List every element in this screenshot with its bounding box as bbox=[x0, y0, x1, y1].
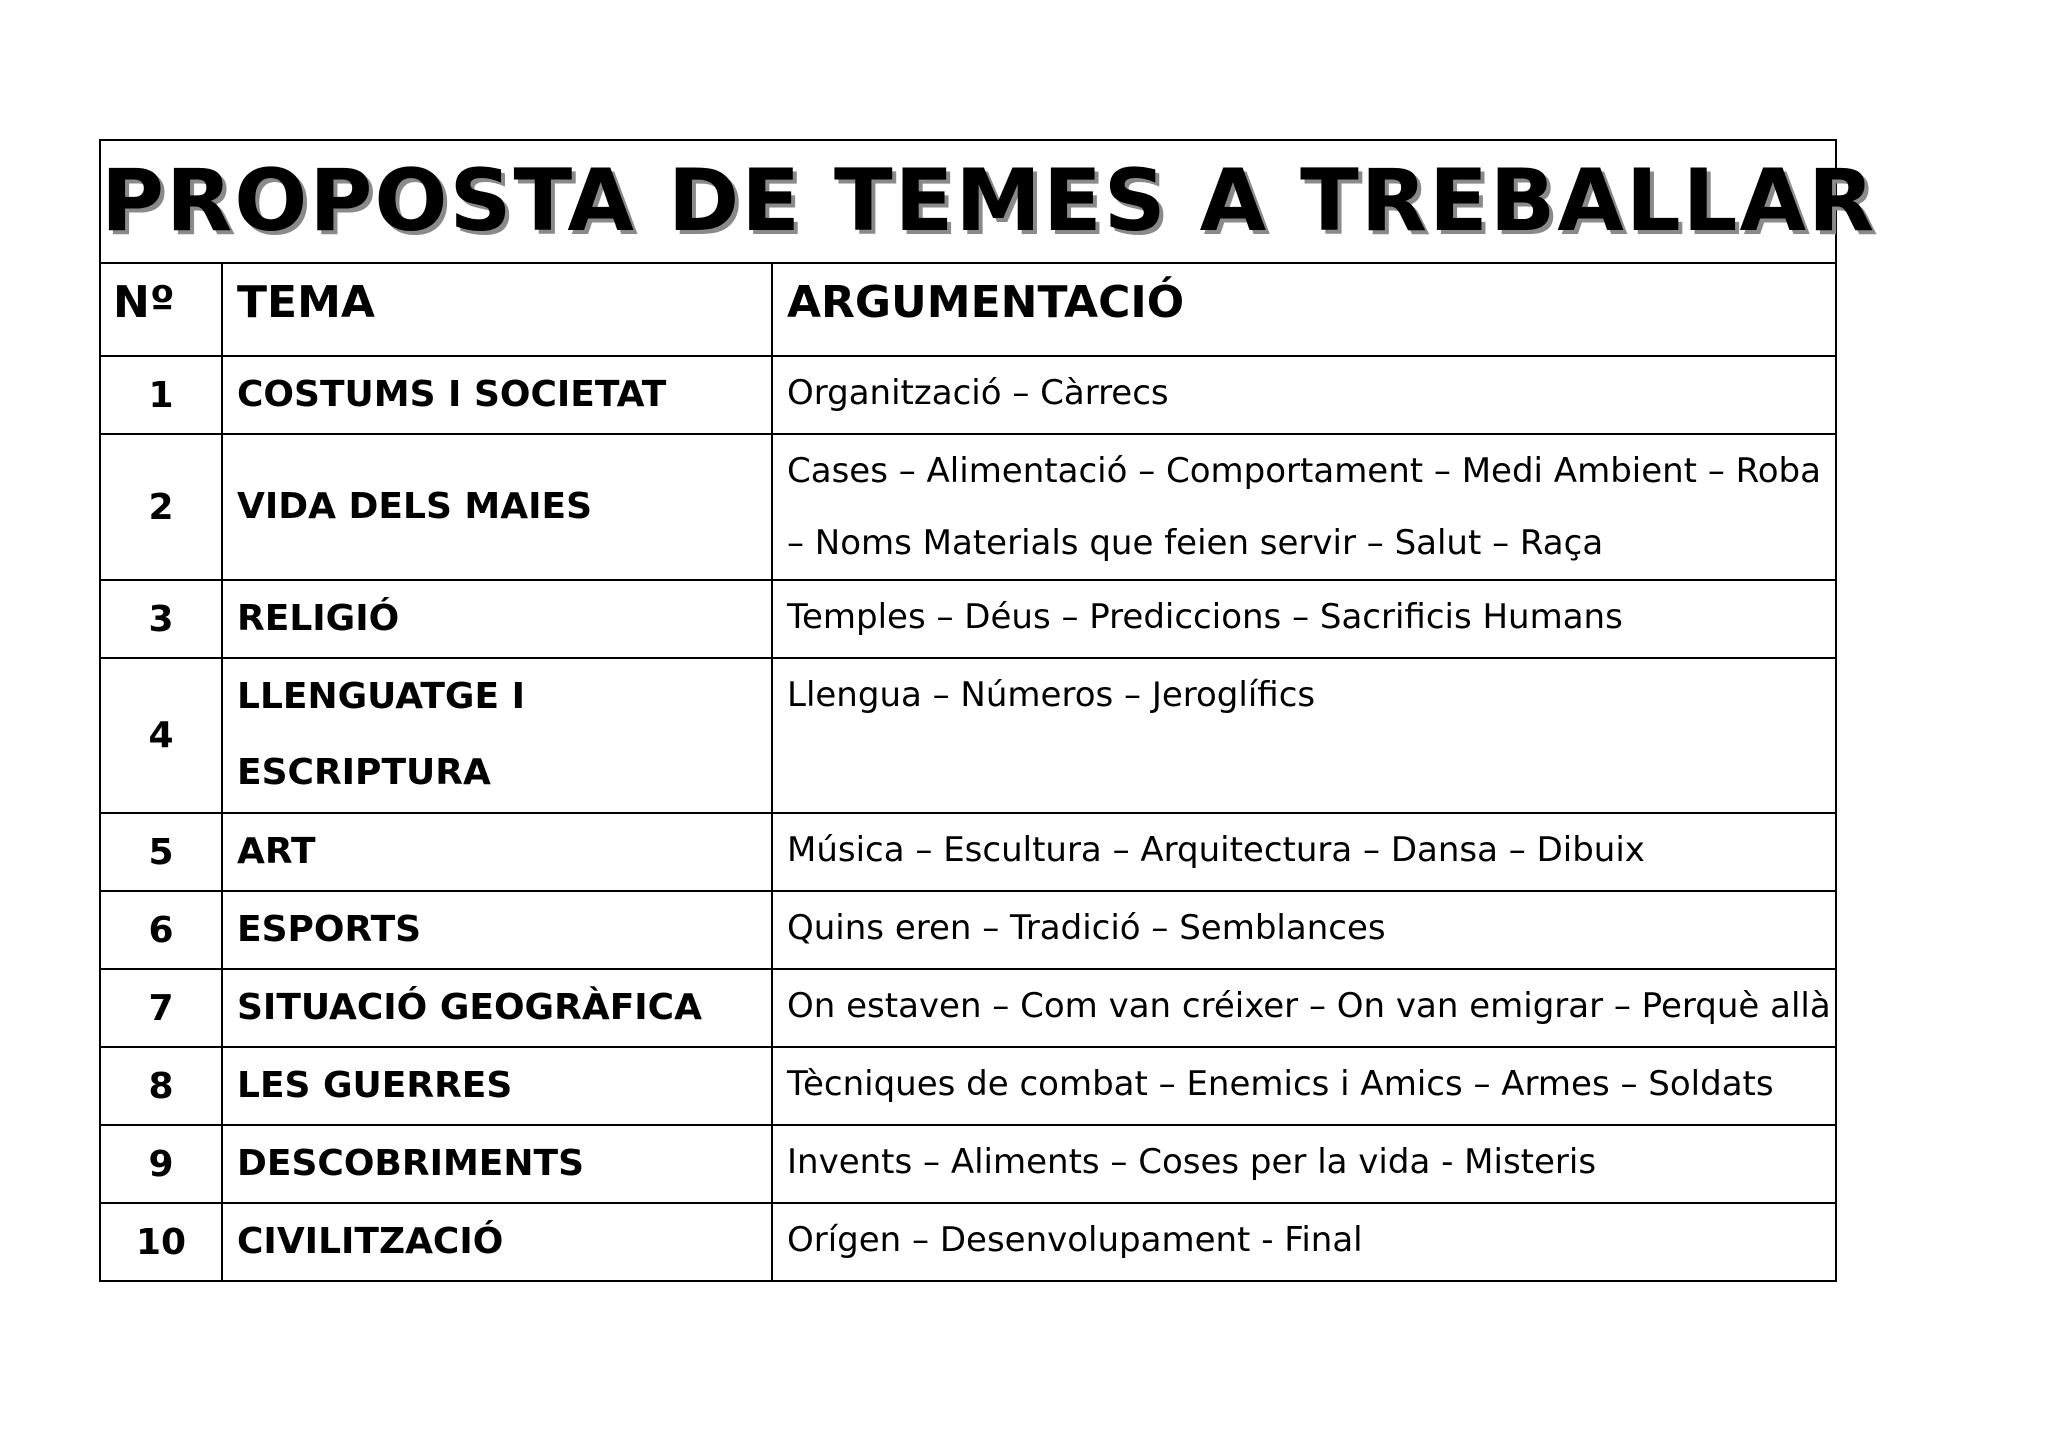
table-row bbox=[100, 658, 1836, 813]
row-number: 8 bbox=[100, 1047, 222, 1125]
row-argumentacio bbox=[772, 969, 1836, 1047]
row-argumentacio-text: Organització – Càrrecs bbox=[787, 373, 1169, 413]
row-tema: ART bbox=[222, 813, 772, 891]
row-tema: COSTUMS I SOCIETAT bbox=[222, 356, 772, 434]
table-row bbox=[100, 1203, 1836, 1281]
row-tema: DESCOBRIMENTS bbox=[222, 1125, 772, 1203]
table-row bbox=[100, 580, 1836, 658]
row-tema: RELIGIÓ bbox=[222, 580, 772, 658]
row-argumentacio-text: Llengua – Números – Jeroglífics bbox=[787, 675, 1316, 715]
row-number: 7 bbox=[100, 969, 222, 1047]
row-argumentacio-text: Orígen – Desenvolupament - Final bbox=[787, 1220, 1363, 1260]
table-row bbox=[100, 969, 1836, 1047]
row-argumentacio-text: Temples – Déus – Prediccions – Sacrificis Humans bbox=[787, 597, 1623, 637]
table-row bbox=[100, 891, 1836, 969]
row-number: 6 bbox=[100, 891, 222, 969]
topics-table bbox=[99, 139, 1877, 1282]
row-argumentacio bbox=[772, 356, 1836, 434]
row-argumentacio-text: Quins eren – Tradició – Semblances bbox=[787, 908, 1386, 948]
row-argumentacio bbox=[772, 813, 1836, 891]
header-tema: TEMA bbox=[237, 277, 375, 328]
row-argumentacio-text: Música – Escultura – Arquitectura – Dansa – Dibuix bbox=[787, 830, 1645, 870]
row-number: 1 bbox=[100, 356, 222, 434]
row-number: 2 bbox=[100, 434, 222, 580]
header-arg-cell bbox=[772, 263, 1836, 356]
title-cell bbox=[100, 140, 1877, 263]
row-number: 5 bbox=[100, 813, 222, 891]
header-num-cell bbox=[100, 263, 222, 356]
table-row bbox=[100, 1047, 1836, 1125]
row-argumentacio bbox=[772, 1047, 1836, 1125]
row-number: 3 bbox=[100, 580, 222, 658]
row-argumentacio bbox=[772, 891, 1836, 969]
row-argumentacio bbox=[772, 1125, 1836, 1203]
row-number: 4 bbox=[100, 658, 222, 813]
header-row bbox=[100, 263, 1836, 356]
row-argumentacio-text: Invents – Aliments – Coses per la vida - Misteris bbox=[787, 1142, 1597, 1182]
row-argumentacio-text: Cases – Alimentació – Comportament – Medi Ambient – Roba – Noms Materials que feien servir – Salut – Raça bbox=[787, 451, 1832, 563]
row-tema: LLENGUATGE I ESCRIPTURA bbox=[222, 658, 772, 813]
table-row bbox=[100, 434, 1836, 580]
row-tema: ESPORTS bbox=[222, 891, 772, 969]
row-number: 9 bbox=[100, 1125, 222, 1203]
table-row bbox=[100, 813, 1836, 891]
row-tema: LES GUERRES bbox=[222, 1047, 772, 1125]
row-argumentacio bbox=[772, 434, 1836, 580]
row-tema: VIDA DELS MAIES bbox=[222, 434, 772, 580]
row-tema: SITUACIÓ GEOGRÀFICA bbox=[222, 969, 772, 1047]
row-argumentacio bbox=[772, 1203, 1836, 1281]
row-argumentacio-text: Tècniques de combat – Enemics i Amics – Armes – Soldats bbox=[787, 1064, 1774, 1104]
row-argumentacio bbox=[772, 658, 1836, 813]
table-row bbox=[100, 1125, 1836, 1203]
page-title: PROPOSTA DE TEMES A TREBALLAR bbox=[101, 151, 1877, 251]
row-argumentacio-text: On estaven – Com van créixer – On van emigrar – Perquè allà bbox=[787, 986, 1831, 1026]
header-argumentacio: ARGUMENTACIÓ bbox=[787, 277, 1185, 328]
row-tema: CIVILITZACIÓ bbox=[222, 1203, 772, 1281]
row-number: 10 bbox=[100, 1203, 222, 1281]
row-argumentacio bbox=[772, 580, 1836, 658]
header-num: Nº bbox=[113, 277, 175, 328]
header-tema-cell bbox=[222, 263, 772, 356]
table-row bbox=[100, 356, 1836, 434]
